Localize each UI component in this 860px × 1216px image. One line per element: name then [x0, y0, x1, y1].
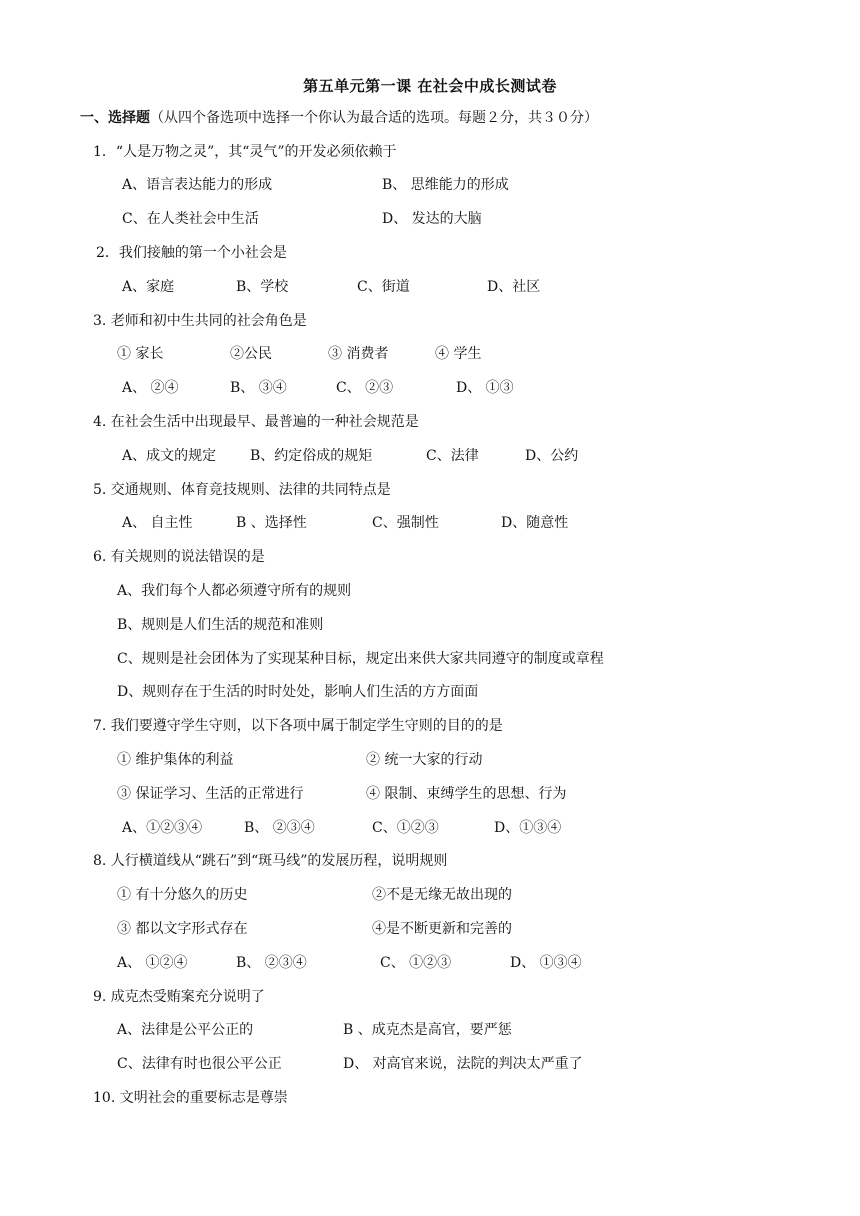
question-2-option-d: D、社区	[487, 279, 541, 295]
question-9-option-b: B 、成克杰是高官，要严惩	[343, 1022, 512, 1038]
question-9-option-c: C、法律有时也很公平公正	[117, 1056, 282, 1072]
section-header	[80, 108, 598, 128]
question-6-option-a: A、我们每个人都必须遵守所有的规则	[117, 583, 352, 599]
question-3-item-1: ① 家长	[117, 346, 164, 362]
question-8-option-a: A、 ①②④	[117, 955, 188, 971]
question-3-option-a: A、 ②④	[122, 380, 179, 396]
question-1-stem: 1．“人是万物之灵”，其“灵气”的开发必须依赖于	[93, 144, 397, 160]
question-5-option-a: A、 自主性	[122, 515, 193, 531]
question-4-option-c: C、法律	[426, 448, 479, 464]
question-7-option-c: C、①②③	[372, 820, 439, 836]
question-3-item-2: ②公民	[230, 346, 272, 362]
question-3-option-b: B、 ③④	[230, 380, 287, 396]
question-9-option-d: D、 对高官来说，法院的判决太严重了	[343, 1056, 583, 1072]
question-4-option-b: B、约定俗成的规矩	[250, 448, 373, 464]
question-7-item-2: ② 统一大家的行动	[366, 752, 483, 768]
question-6-option-d: D、规则存在于生活的时时处处，影响人们生活的方方面面	[117, 684, 479, 700]
question-3-item-3: ③ 消费者	[328, 346, 389, 362]
question-1-option-d: D、 发达的大脑	[382, 211, 482, 227]
question-5-option-d: D、随意性	[501, 515, 569, 531]
question-8-option-d: D、 ①③④	[510, 955, 582, 971]
question-4-stem: 4. 在社会生活中出现最早、最普遍的一种社会规范是	[93, 414, 419, 430]
question-2-option-b: B、学校	[236, 279, 289, 295]
question-9-stem: 9. 成克杰受贿案充分说明了	[93, 989, 265, 1005]
question-1-option-c: C、在人类社会中生活	[122, 211, 259, 227]
question-2-option-a: A、家庭	[122, 279, 175, 295]
question-3-option-d: D、 ①③	[456, 380, 514, 396]
section-instructions: （从四个备选项中选择一个你认为最合适的选项。每题２分，共３０分）	[150, 110, 598, 126]
question-6-option-c: C、规则是社会团体为了实现某种目标，规定出来供大家共同遵守的制度或章程	[117, 651, 604, 667]
question-3-stem: 3. 老师和初中生共同的社会角色是	[93, 313, 307, 329]
question-8-item-2: ②不是无缘无故出现的	[372, 887, 512, 903]
question-1-option-a: A、语言表达能力的形成	[122, 177, 273, 193]
question-3-item-4: ④ 学生	[435, 346, 482, 362]
question-5-stem: 5. 交通规则、体育竞技规则、法律的共同特点是	[93, 482, 391, 498]
page-title: 第五单元第一课 在社会中成长测试卷	[303, 77, 557, 95]
question-6-option-b: B、规则是人们生活的规范和准则	[117, 617, 324, 633]
question-8-option-c: C、 ①②③	[380, 955, 452, 971]
question-7-item-3: ③ 保证学习、生活的正常进行	[117, 786, 304, 802]
question-2-stem: 2．我们接触的第一个小社会是	[96, 245, 287, 261]
question-8-item-1: ① 有十分悠久的历史	[117, 887, 248, 903]
question-9-option-a: A、法律是公平公正的	[117, 1022, 254, 1038]
question-7-item-1: ① 维护集体的利益	[117, 752, 234, 768]
question-7-option-b: B、 ②③④	[244, 820, 315, 836]
question-5-option-b: B 、选择性	[236, 515, 307, 531]
question-2-option-c: C、街道	[357, 279, 410, 295]
question-3-option-c: C、 ②③	[336, 380, 394, 396]
question-7-item-4: ④ 限制、束缚学生的思想、行为	[366, 786, 567, 802]
question-4-option-a: A、成文的规定	[122, 448, 217, 464]
question-4-option-d: D、公约	[525, 448, 579, 464]
question-5-option-c: C、强制性	[372, 515, 439, 531]
question-8-stem: 8. 人行横道线从“跳石”到“斑马线”的发展历程，说明规则	[93, 853, 448, 869]
question-8-option-b: B、 ②③④	[236, 955, 307, 971]
question-10-stem: 10. 文明社会的重要标志是尊崇	[93, 1090, 288, 1106]
question-8-item-4: ④是不断更新和完善的	[372, 921, 512, 937]
question-1-option-b: B、 思维能力的形成	[382, 177, 509, 193]
question-7-stem: 7. 我们要遵守学生守则，以下各项中属于制定学生守则的目的的是	[93, 718, 503, 734]
question-7-option-a: A、①②③④	[122, 820, 203, 836]
question-8-item-3: ③ 都以文字形式存在	[117, 921, 248, 937]
section-label: 一、选择题	[80, 110, 150, 126]
question-7-option-d: D、①③④	[494, 820, 562, 836]
question-6-stem: 6. 有关规则的说法错误的是	[93, 549, 265, 565]
